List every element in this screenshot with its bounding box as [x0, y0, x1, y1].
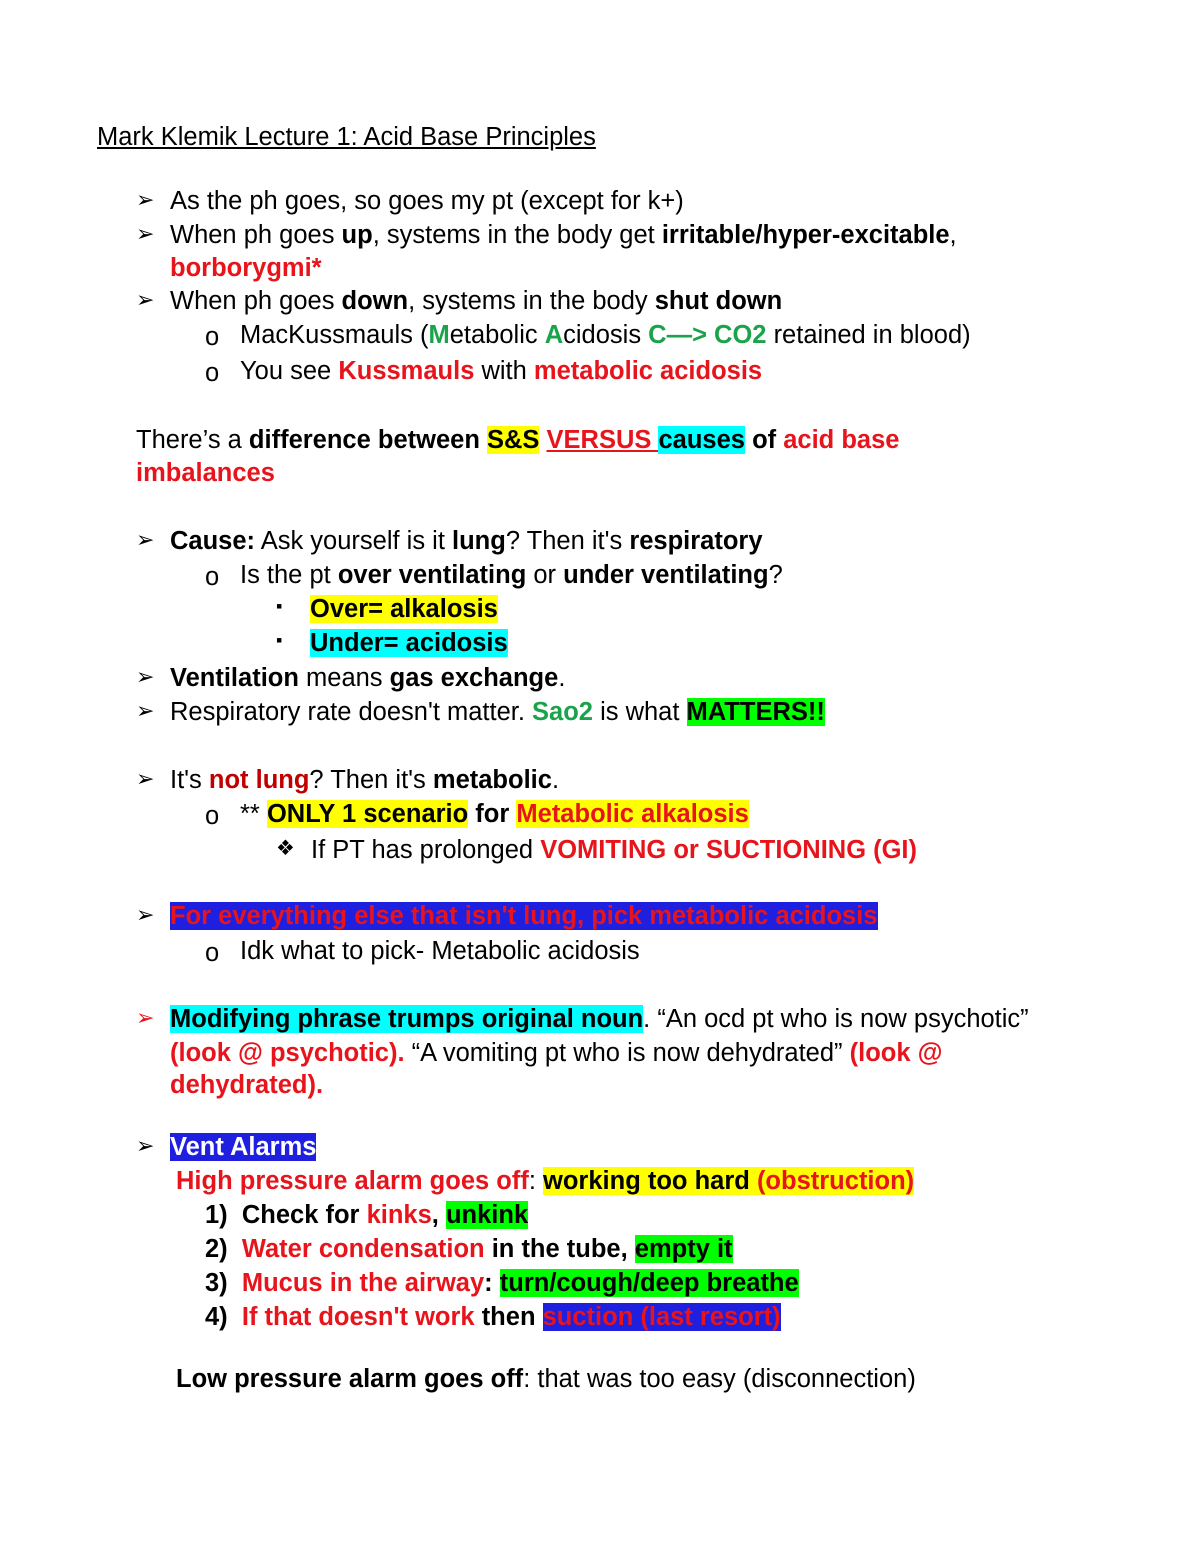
over-alkalosis: Over= alkalosis	[310, 595, 498, 623]
arrow-bullet-icon: ➢	[136, 1134, 155, 1159]
under-acidosis: Under= acidosis	[310, 629, 508, 657]
difference-paragraph-line2: imbalances	[136, 459, 275, 487]
arrow-bullet-icon: ➢	[136, 288, 155, 313]
arrow-bullet-icon: ➢	[136, 1006, 155, 1031]
sub-bullet-mackussmauls: MacKussmauls (Metabolic Acidosis C—> CO2 retained in blood)	[240, 321, 971, 349]
circle-bullet-icon: o	[205, 563, 220, 591]
arrow-bullet-icon: ➢	[136, 188, 155, 213]
sub-bullet-ventilating: Is the pt over ventilating or under ventilating?	[240, 561, 783, 589]
modifying-phrase-line2: (look @ psychotic). “A vomiting pt who is now dehydrated” (look @	[170, 1039, 943, 1067]
bullet-ph-goes: As the ph goes, so goes my pt (except for k+)	[170, 187, 684, 215]
arrow-bullet-icon: ➢	[136, 767, 155, 792]
modifying-phrase-line3: dehydrated).	[170, 1071, 324, 1099]
high-pressure-alarm-line: High pressure alarm goes off: working too hard (obstruction)	[176, 1167, 915, 1195]
bullet-everything-else: For everything else that isn't lung, pick metabolic acidosis	[170, 902, 878, 930]
bullet-ph-down: When ph goes down, systems in the body shut down	[170, 287, 783, 315]
step-2: 2) Water condensation in the tube, empty it	[205, 1235, 733, 1263]
circle-bullet-icon: o	[205, 323, 220, 351]
circle-bullet-icon: o	[205, 939, 220, 967]
square-bullet-icon: ▪	[276, 596, 283, 616]
arrow-bullet-icon: ➢	[136, 699, 155, 724]
square-bullet-icon: ▪	[276, 630, 283, 650]
arrow-bullet-icon: ➢	[136, 528, 155, 553]
bullet-ph-up: When ph goes up, systems in the body get irritable/hyper-excitable,	[170, 221, 957, 249]
bullet-modifying-phrase: Modifying phrase trumps original noun. “An ocd pt who is now psychotic”	[170, 1005, 1029, 1033]
bullet-cause: Cause: Ask yourself is it lung? Then it's respiratory	[170, 527, 763, 555]
vomiting-suctioning-line: If PT has prolonged VOMITING or SUCTIONING (GI)	[311, 836, 918, 864]
borborygmi-text: borborygmi*	[170, 254, 322, 282]
arrow-bullet-icon: ➢	[136, 222, 155, 247]
arrow-bullet-icon: ➢	[136, 665, 155, 690]
page-title: Mark Klemik Lecture 1: Acid Base Principles	[97, 123, 596, 151]
circle-bullet-icon: o	[205, 359, 220, 387]
bullet-ventilation: Ventilation means gas exchange.	[170, 664, 566, 692]
step-4: 4) If that doesn't work then suction (last resort)	[205, 1303, 781, 1331]
difference-paragraph: There’s a difference between S&S VERSUS causes of acid base	[136, 426, 900, 454]
arrow-bullet-icon: ➢	[136, 903, 155, 928]
sub-bullet-kussmauls: You see Kussmauls with metabolic acidosis	[240, 357, 763, 385]
sub-bullet-idk: Idk what to pick- Metabolic acidosis	[240, 937, 640, 965]
low-pressure-alarm-line: Low pressure alarm goes off: that was too easy (disconnection)	[176, 1365, 916, 1393]
step-3: 3) Mucus in the airway: turn/cough/deep breathe	[205, 1269, 799, 1297]
vent-alarms-heading: Vent Alarms	[170, 1133, 317, 1161]
bullet-respiratory-rate: Respiratory rate doesn't matter. Sao2 is what MATTERS!!	[170, 698, 825, 726]
bullet-not-lung: It's not lung? Then it's metabolic.	[170, 766, 560, 794]
diamond-bullet-icon: ❖	[276, 837, 295, 860]
step-1: 1) Check for kinks, unkink	[205, 1201, 529, 1229]
sub-bullet-only-1-scenario: ** ONLY 1 scenario for Metabolic alkalosis	[240, 800, 749, 828]
circle-bullet-icon: o	[205, 802, 220, 830]
